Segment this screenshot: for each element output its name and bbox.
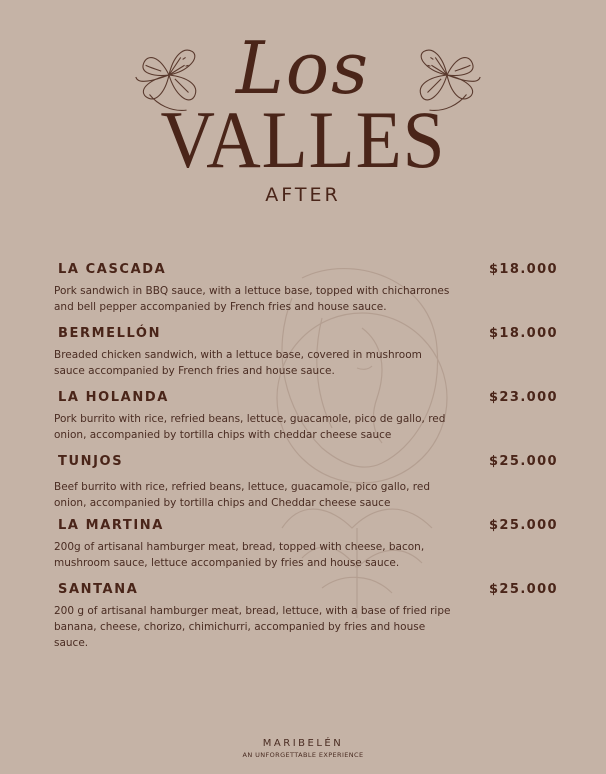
menu-item-name: SANTANA <box>58 582 139 597</box>
menu-item-description: 200g of artisanal hamburger meat, bread, topped with cheese, bacon, mushroom sauce, lettuce accompanied by fries and house sauce. <box>54 541 425 569</box>
menu-item-description: Breaded chicken sandwich, with a lettuce base, covered in mushroom sauce accompanied by French fries and house sauce. <box>54 349 422 377</box>
footer-tagline: AN UNFORGETTABLE EXPERIENCE <box>242 751 364 759</box>
footer-brand: MARIBELÉN <box>262 738 344 749</box>
menu-item-description: Pork sandwich in BBQ sauce, with a lettuce base, topped with chicharrones and bell pepper accompanied by French fries and house sauce. <box>54 285 450 313</box>
menu-item-name: BERMELLÓN <box>58 326 162 341</box>
menu-item-description: Beef burrito with rice, refried beans, lettuce, guacamole, pico gallo, red onion, accompanied by tortilla chips and Cheddar cheese sauce <box>54 481 430 509</box>
menu-header <box>0 26 606 210</box>
brand-name: VALLES <box>160 94 446 185</box>
menu-item-price: $23.000 <box>488 390 558 405</box>
menu-item-name: TUNJOS <box>58 454 124 469</box>
menu-item-price: $25.000 <box>488 518 558 533</box>
menu-item-price: $25.000 <box>488 454 558 469</box>
menu-item-description: Pork burrito with rice, refried beans, lettuce, guacamole, pico de gallo, red onion, accompanied by tortilla chips with cheddar cheese sauce <box>54 413 446 441</box>
brand-name-script: Los <box>235 26 371 110</box>
menu-item-price: $18.000 <box>488 262 558 277</box>
menu-item-description: 200 g of artisanal hamburger meat, bread, lettuce, with a base of fried ripe banana, cheese, chorizo, chimichurri, accompanied by fries and house sauce. <box>54 605 451 649</box>
menu-item-price: $18.000 <box>488 326 558 341</box>
menu-item-name: LA CASCADA <box>58 262 167 277</box>
portrait-watermark-icon <box>262 258 462 638</box>
menu-item-name: LA HOLANDA <box>58 390 169 405</box>
menu-subtitle: AFTER <box>265 184 341 206</box>
menu-item-price: $25.000 <box>488 582 558 597</box>
menu-item-name: LA MARTINA <box>58 518 164 533</box>
